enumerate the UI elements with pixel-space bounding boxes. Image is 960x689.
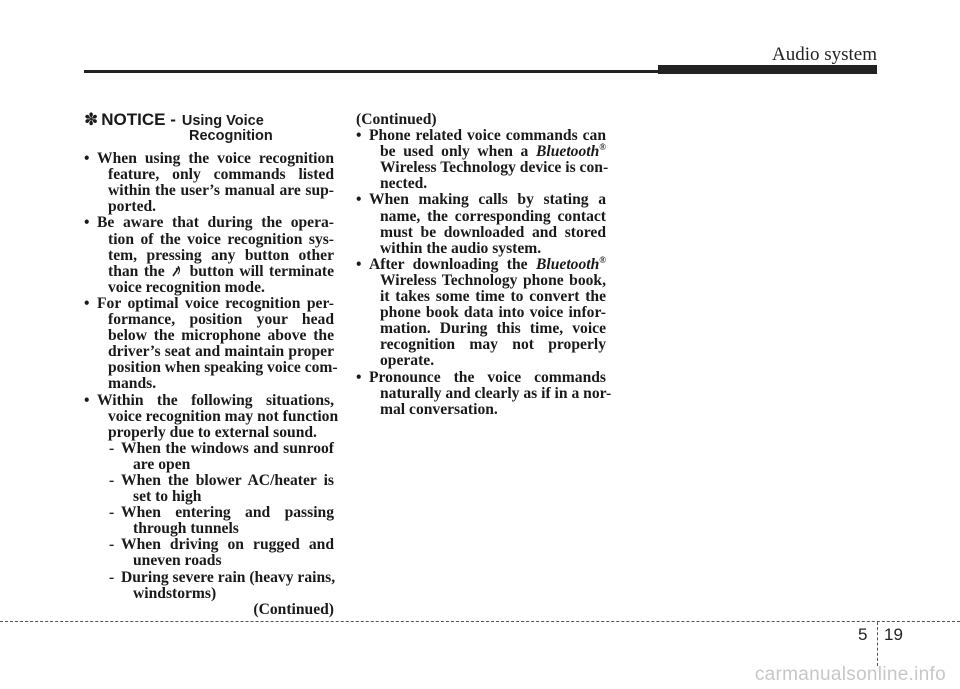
text-line: through tunnels xyxy=(133,520,239,538)
header-rule-thick xyxy=(658,65,877,74)
text-line: voice recognition may not function xyxy=(108,407,339,425)
sub-list-item xyxy=(97,473,334,505)
list-item xyxy=(84,151,334,215)
text-line: properly due to external sound. xyxy=(108,423,317,441)
text-line: it takes some time to convert the xyxy=(380,288,606,306)
registered-mark: ® xyxy=(599,142,606,152)
text-line: recognition may not properly xyxy=(380,336,606,354)
chapter-number: 5 xyxy=(858,625,868,644)
brand-name: Bluetooth® xyxy=(536,142,606,161)
text-line: mal conversation. xyxy=(380,400,498,418)
text-line: nected. xyxy=(380,175,428,193)
sub-list-item xyxy=(97,537,334,569)
footer-rule xyxy=(0,621,960,622)
watermark: carmanualsonline.info xyxy=(754,664,946,685)
dash: - xyxy=(109,536,115,554)
page-number: 19 xyxy=(884,625,903,644)
sub-list-item xyxy=(97,570,334,602)
text-line: • Within the following situations, xyxy=(97,391,334,409)
text-line: operate. xyxy=(380,352,435,370)
notice-star-icon: ✽ xyxy=(84,110,99,130)
text-line: Wireless Technology device is con- xyxy=(380,159,609,177)
continued-label: (Continued) xyxy=(356,111,437,128)
dash: - xyxy=(109,568,115,586)
text-line: ported. xyxy=(108,198,157,216)
text-line: must be downloaded and stored xyxy=(380,223,606,241)
dash: - xyxy=(109,471,115,489)
text-line xyxy=(369,144,606,160)
dash: - xyxy=(109,439,115,457)
text-line: Wireless Technology phone book, xyxy=(380,271,606,289)
text-line: name, the corresponding contact xyxy=(380,207,606,225)
text-line: When entering and passing xyxy=(121,504,334,522)
brand-name: Bluetooth® xyxy=(536,254,606,273)
text-fragment: After downloading the xyxy=(369,255,528,273)
header-rule-thin xyxy=(84,70,660,73)
text-line: naturally and clearly as if in a nor- xyxy=(380,384,612,402)
text-line: driver’s seat and maintain proper xyxy=(108,343,334,361)
text-fragment: than the xyxy=(108,262,165,280)
footer-divider xyxy=(877,622,878,666)
text-line: • For optimal voice recognition per- xyxy=(97,294,334,312)
text-line: • Pronounce the voice commands xyxy=(369,368,606,386)
text-line: windstorms) xyxy=(133,584,217,602)
notice-subtitle-line1: Using Voice xyxy=(181,113,264,129)
text-line: tem, pressing any button other xyxy=(108,246,334,264)
registered-mark: ® xyxy=(599,254,606,265)
page-header-title: Audio system xyxy=(771,44,877,65)
text-line xyxy=(97,264,334,280)
text-line: • When using the voice recognition xyxy=(97,150,334,168)
text-line: • When making calls by stating a xyxy=(369,191,606,209)
notice-subtitle-line2: Recognition xyxy=(189,128,273,145)
sub-list-item xyxy=(97,505,334,537)
list-item xyxy=(84,391,339,602)
text-line: When the blower AC/heater is xyxy=(121,471,334,489)
voice-recognition-icon xyxy=(170,264,184,278)
text-line: formance, position your head xyxy=(108,311,334,329)
left-column xyxy=(84,110,339,618)
notice-heading xyxy=(84,112,334,144)
text-line xyxy=(369,254,606,273)
list-item xyxy=(356,254,606,370)
text-line: • Be aware that during the opera- xyxy=(97,214,334,232)
text-line: mands. xyxy=(108,375,157,393)
text-line: position when speaking voice com- xyxy=(108,359,338,377)
text-line: feature, only commands listed xyxy=(108,166,334,184)
text-line: When driving on rugged and xyxy=(121,536,334,554)
list-item xyxy=(356,192,606,256)
text-line: within the user’s manual are sup- xyxy=(108,182,334,200)
text-line: are open xyxy=(133,455,191,473)
text-line: tion of the voice recognition sys- xyxy=(108,230,334,248)
text-line: During severe rain (heavy rains, xyxy=(121,568,336,586)
notice-label: NOTICE - xyxy=(101,110,176,129)
text-line: below the microphone above the xyxy=(108,327,334,345)
text-line: uneven roads xyxy=(133,552,222,570)
sub-list-item xyxy=(97,441,334,473)
right-column xyxy=(356,111,612,418)
text-line: set to high xyxy=(133,488,202,506)
text-line: mation. During this time, voice xyxy=(380,320,606,338)
continued-label: (Continued) xyxy=(253,600,334,618)
text-line: phone book data into voice infor- xyxy=(380,304,606,322)
text-line: When the windows and sunroof xyxy=(121,439,334,457)
dash: - xyxy=(109,504,115,522)
text-fragment: button will terminate xyxy=(189,262,335,280)
text-line: voice recognition mode. xyxy=(108,278,265,296)
text-fragment: be used only when a xyxy=(380,143,529,161)
list-item xyxy=(356,127,609,193)
list-item xyxy=(356,368,612,418)
text-line: • Phone related voice commands can xyxy=(369,127,606,145)
text-line: within the audio system. xyxy=(380,239,542,257)
list-item xyxy=(84,215,334,295)
list-item xyxy=(84,294,338,393)
